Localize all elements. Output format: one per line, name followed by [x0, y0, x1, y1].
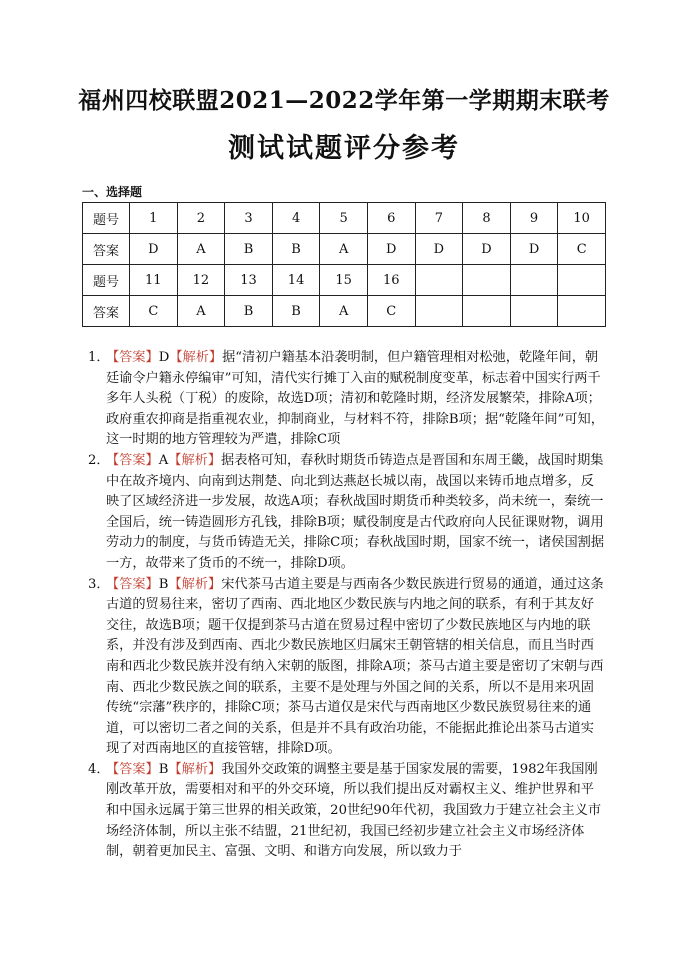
- answer-tag: 【答案】: [106, 576, 159, 592]
- table-cell: C: [367, 296, 415, 327]
- table-cell: 16: [367, 265, 415, 296]
- table-cell: D: [510, 234, 558, 265]
- answer-table-row: [83, 265, 606, 296]
- table-cell: 15: [320, 265, 368, 296]
- table-cell: 8: [463, 203, 511, 234]
- table-cell: 12: [177, 265, 225, 296]
- table-cell: C: [130, 296, 178, 327]
- explanation-item: [88, 760, 606, 863]
- explanation-item: [88, 575, 606, 760]
- answer-value: B: [158, 576, 169, 592]
- section-heading: 一、选择题: [82, 185, 143, 199]
- table-cell: [510, 265, 558, 296]
- answer-table-row: [83, 203, 606, 234]
- table-cell: 13: [225, 265, 273, 296]
- row-label: 答案: [83, 234, 130, 265]
- analysis-tag: 【解析】: [168, 452, 222, 468]
- row-label: 题号: [83, 203, 130, 234]
- table-cell: 1: [130, 203, 178, 234]
- answer-table-row: [83, 296, 606, 327]
- table-cell: [510, 296, 558, 327]
- table-cell: [463, 296, 511, 327]
- explanation-text: 据表格可知，春秋时期货币铸造点是晋国和东周王畿，战国时期集中在故齐境内、向南到达荆楚、向北到达燕赵长城以南，战国以来铸币地点增多，反映了区域经济进一步发展，故选A项；春秋战国时期货币种类较多，尚未统一，秦统一全国后，统一铸造圆形方孔钱，排除B项；赋役制度是古代政府向人民征课财物，调用劳动力的制度，与货币铸造无关，排除C项；春秋战国时期，国家不统一，诸侯国割据一方，故带来了货币的不统一，排除D项。: [106, 452, 605, 571]
- question-number: 2．: [88, 452, 110, 468]
- answer-table-row: [83, 234, 606, 265]
- table-cell: 3: [225, 203, 273, 234]
- table-cell: A: [320, 234, 368, 265]
- table-cell: 5: [320, 203, 368, 234]
- table-cell: B: [272, 296, 320, 327]
- table-cell: [558, 296, 606, 327]
- table-cell: 14: [272, 265, 320, 296]
- table-cell: B: [272, 234, 320, 265]
- analysis-tag: 【解析】: [168, 576, 222, 592]
- explanation-item: [88, 451, 606, 575]
- table-cell: A: [320, 296, 368, 327]
- table-cell: C: [558, 234, 606, 265]
- table-cell: 4: [272, 203, 320, 234]
- table-cell: D: [367, 234, 415, 265]
- table-cell: 2: [177, 203, 225, 234]
- row-label: 题号: [83, 265, 130, 296]
- exam-title: 福州四校联盟2021—2022学年第一学期期末联考: [78, 87, 610, 114]
- table-cell: 11: [130, 265, 178, 296]
- table-cell: 7: [415, 203, 463, 234]
- answer-value: B: [158, 761, 169, 777]
- table-cell: [558, 265, 606, 296]
- table-cell: D: [463, 234, 511, 265]
- question-number: 3．: [88, 576, 110, 592]
- table-cell: B: [225, 296, 273, 327]
- explanation-text: 据“清初户籍基本沿袭明制，但户籍管理相对松弛，乾隆年间，朝廷谕令户籍永停编审”可知，清代实行摊丁入亩的赋税制度变革，标志着中国实行两千多年人头税（丁税）的废除，故选D项；清初和乾隆时期，经济发展繁荣，排除A项；政府重农抑商是指重视农业，抑制商业，与材料不符，排除B项；据“乾隆年间”可知，这一时期的地方管理较为严遣，排除C项: [106, 350, 604, 448]
- answer-table: [82, 202, 606, 327]
- analysis-tag: 【解析】: [168, 761, 222, 777]
- answer-value: D: [158, 350, 170, 365]
- table-cell: 9: [510, 203, 558, 234]
- explanation-text: 我国外交政策的调整主要是基于国家发展的需要，1982年我国刚刚改革开放，需要相对和平的外交环境，所以我们提出反对霸权主义、维护世界和平和中国永远属于第三世界的相关政策，20世纪90年代初，我国致力于建立社会主义市场经济体制，所以主张不结盟，21世纪初，我国已经初步建立社会主义市场经济体制，朝着更加民主、富强、文明、和谐方向发展，所以致力于: [106, 761, 602, 860]
- exam-subtitle: 测试试题评分参考: [228, 133, 460, 164]
- explanation-item: [88, 348, 606, 451]
- table-cell: A: [177, 234, 225, 265]
- question-list: [88, 348, 606, 863]
- answer-tag: 【答案】: [106, 761, 159, 777]
- answer-tag: 【答案】: [106, 350, 159, 365]
- table-cell: [463, 265, 511, 296]
- table-cell: B: [225, 234, 273, 265]
- table-cell: 10: [558, 203, 606, 234]
- table-cell: [415, 265, 463, 296]
- analysis-tag: 【解析】: [169, 350, 223, 365]
- table-cell: D: [130, 234, 178, 265]
- answer-tag: 【答案】: [106, 452, 159, 468]
- explanation-text: 宋代茶马古道主要是与西南各少数民族进行贸易的通道，通过这条古道的贸易往来，密切了西南、西北地区少数民族与内地之间的联系，有利于其友好交往，故选B项；题干仅提到茶马古道在贸易过程中密切了少数民族地区与内地的联系，并没有涉及到西南、西北少数民族地区归属宋王朝管辖的相关信息，而且当时西南和西北少数民族并没有纳入宋朝的版图，排除A项；茶马古道主要是密切了宋朝与西南、西北少数民族之间的联系，主要不是处理与外国之间的关系，所以不是用来巩固传统“宗藩”秩序的，排除C项；茶马古道仅是宋代与西南地区少数民族贸易往来的通道，可以密切二者之间的关系，但是并不具有政治功能，不能据此推论出茶马古道实现了对西南地区的直接管辖，排除D项。: [106, 576, 604, 757]
- question-number: 1．: [88, 350, 110, 365]
- table-cell: D: [415, 234, 463, 265]
- table-cell: [415, 296, 463, 327]
- table-cell: A: [177, 296, 225, 327]
- row-label: 答案: [83, 296, 130, 327]
- question-number: 4．: [88, 761, 110, 777]
- answer-value: A: [158, 452, 169, 468]
- table-cell: 6: [367, 203, 415, 234]
